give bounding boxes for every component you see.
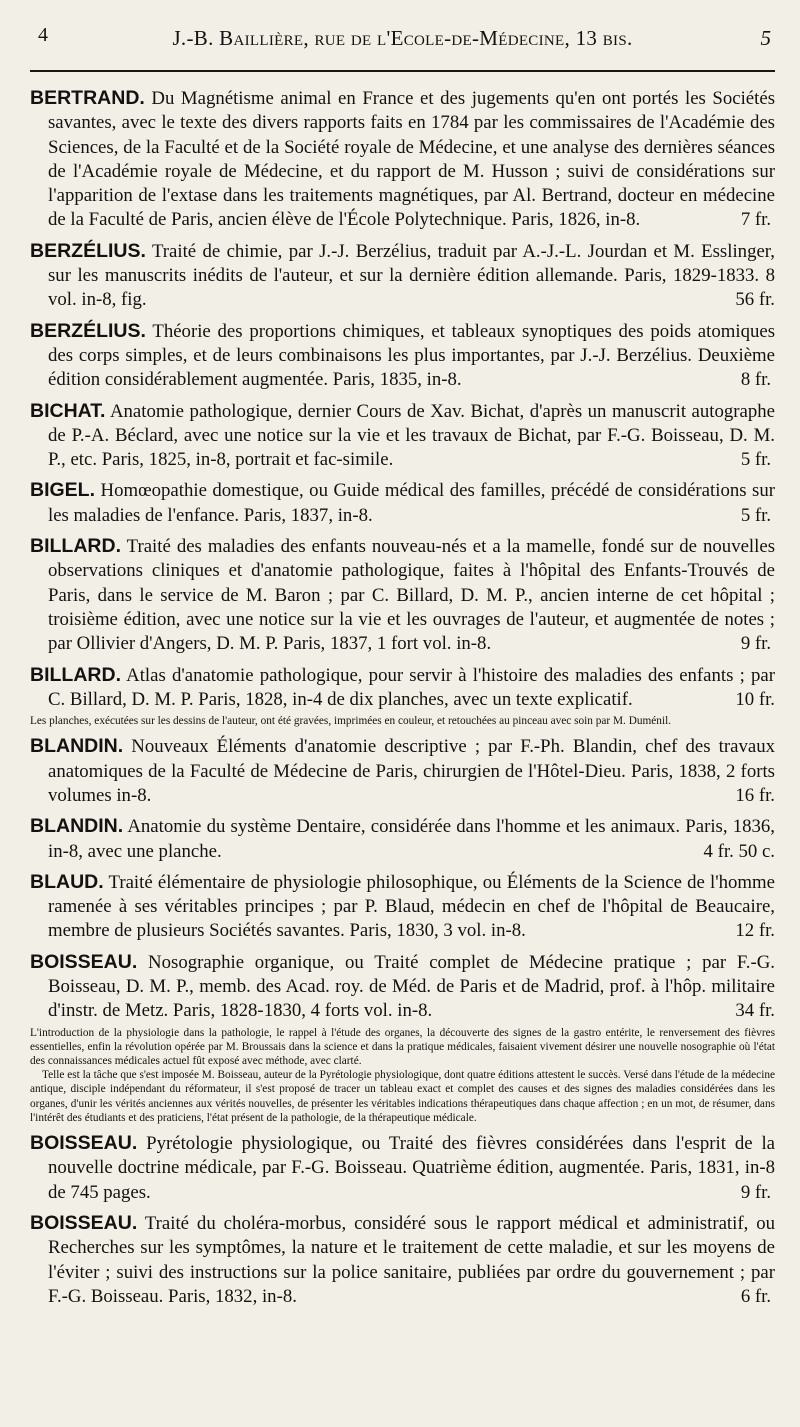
entry-description: Traité de chimie, par J.-J. Berzélius, traduit par A.-J.-L. Jourdan et M. Esslinger, sur les manuscrits inédits de l'auteur, et sur la dernière édition allemande. Paris, 1829-1833. 8 vol. in-8, fig. <box>48 240 775 311</box>
entry-description: Atlas d'anatomie pathologique, pour servir à l'histoire des maladies des enfants ; par C. Billard, D. M. P. Paris, 1828, in-4 de dix planches, avec un texte explicatif. <box>48 664 775 710</box>
entry-description: Homœopathie domestique, ou Guide médical des familles, précédé de considérations sur les maladies de l'enfance. Paris, 1837, in-8. <box>48 480 775 526</box>
entry-price: 7 fr. <box>740 209 772 231</box>
catalogue-page <box>30 0 775 1315</box>
catalogue-entry <box>30 399 775 473</box>
entry-body <box>30 814 775 864</box>
catalogue-entries <box>30 86 775 1309</box>
entry-price: 9 fr. <box>740 1181 772 1203</box>
catalogue-entry <box>30 239 775 313</box>
entry-note <box>30 714 775 728</box>
entry-author: BOISSEAU. <box>30 950 138 973</box>
entry-body <box>30 399 775 473</box>
entry-author: BLANDIN. <box>30 815 124 838</box>
entry-body <box>30 1211 775 1309</box>
entry-author: BOISSEAU. <box>30 1211 138 1234</box>
entry-price: 16 fr. <box>735 784 775 806</box>
catalogue-entry <box>30 534 775 656</box>
entry-price: 9 fr. <box>740 633 772 655</box>
catalogue-entry <box>30 814 775 864</box>
catalogue-entry <box>30 734 775 808</box>
catalogue-entry <box>30 663 775 729</box>
entry-body <box>30 239 775 313</box>
entry-author: BLANDIN. <box>30 735 124 758</box>
catalogue-entry <box>30 950 775 1125</box>
entry-body <box>30 534 775 656</box>
note-paragraph: Telle est la tâche que s'est imposée M. Boisseau, auteur de la Pyrétologie physiologique, dont quatre éditions attestent le succès. Versé dans l'étude de la médecine antique, disciple indépendant du réformateur, il s'est proposé de tracer un tableau exact et complet des causes et des signes des maladies considérées dans les organes, d'unir les vérités anciennes aux vérités nouvelles, de présenter les véritables indications thérapeutiques dans chaque affection ; en un mot, de résumer, dans l'intérêt des étudiants et des praticiens, l'état présent de la pathologie, de la thérapeutique médicale. <box>30 1069 775 1124</box>
running-header <box>30 20 775 72</box>
note-paragraph: Les planches, exécutées sur les dessins de l'auteur, ont été gravées, imprimées en couleur, et retouchées au pinceau avec soin par M. Duménil. <box>30 715 672 728</box>
entry-price: 8 fr. <box>740 369 772 391</box>
entry-body <box>30 86 775 233</box>
entry-author: BOISSEAU. <box>30 1132 138 1155</box>
entry-body <box>30 319 775 393</box>
entry-description: Nosographie organique, ou Traité complet de Médecine pratique ; par F.-G. Boisseau, D. M. P., memb. des Acad. roy. de Méd. de Paris et de Madrid, prof. à l'hôp. militaire d'instr. de Metz. Paris, 1828-1830, 4 forts vol. in-8. <box>48 951 775 1022</box>
entry-body <box>30 734 775 808</box>
entry-author: BERZÉLIUS. <box>30 319 146 342</box>
entry-price: 34 fr. <box>735 1000 775 1022</box>
entry-price: 5 fr. <box>740 449 772 471</box>
entry-author: BILLARD. <box>30 535 121 558</box>
entry-description: Du Magnétisme animal en France et des jugements qu'en ont portés les Sociétés savantes, avec le texte des divers rapports faits en 1784 par les commissaires de l'Académie des Sciences, de la Faculté et de la Société royale de Médecine, et une analyse des dernières séances de l'Académie royale de Médecine, et du rapport de M. Husson ; suivi de considérations sur l'apparition de l'extase dans les traitements magnétiques, par Al. Bertrand, docteur en médecine de la Faculté de Paris, ancien élève de l'École Polytechnique. Paris, 1826, in-8. <box>48 88 775 231</box>
entry-description: Traité des maladies des enfants nouveau-nés et a la mamelle, fondé sur de nouvelles observations cliniques et d'anatomie pathologique, faites à l'hôpital des Enfants-Trouvés de Paris, dans le service de M. Baron ; par C. Billard, D. M. P., ancien interne de cet hôpital ; troisième édition, avec une notice sur la vie et les ouvrages de l'auteur, et augmentée de notes ; par Ollivier d'Angers, D. M. P. Paris, 1837, 1 fort vol. in-8. <box>48 536 775 655</box>
page-number: 5 <box>760 26 771 50</box>
entry-price: 10 fr. <box>735 688 775 710</box>
entry-price: 4 fr. 50 c. <box>703 840 775 862</box>
entry-description: Anatomie pathologique, dernier Cours de Xav. Bichat, d'après un manuscrit autographe de P.-A. Béclard, avec une notice sur la vie et les travaux de Bichat, par F.-G. Boisseau, D. M. P., etc. Paris, 1825, in-8, portrait et fac-simile. <box>48 400 775 471</box>
entry-author: BILLARD. <box>30 663 121 686</box>
note-paragraph: L'introduction de la physiologie dans la pathologie, le rappel à l'étude des organes, la découverte des signes de la gastro entérite, le renversement des fièvres essentielles, enfin la révolution opérée par M. Broussais dans la science et dans la pratique médicales, faisaient vivement désirer une nouvelle nosographie où l'état des connaissances médicales actuel fût exposé avec méthode, avec clarté. <box>30 1026 775 1067</box>
entry-description: Pyrétologie physiologique, ou Traité des fièvres considérées dans l'esprit de la nouvelle doctrine médicale, par F.-G. Boisseau. Quatrième édition, augmentée. Paris, 1831, in-8 de 745 pages. <box>48 1133 775 1203</box>
entry-author: BICHAT. <box>30 399 106 422</box>
entry-description: Théorie des proportions chimiques, et tableaux synoptiques des poids atomiques des corps simples, et de leurs combinaisons les plus importantes, par J.-J. Berzélius. Deuxième édition considérablement augmentée. Paris, 1835, in-8. <box>48 320 775 391</box>
entry-body <box>30 1131 775 1205</box>
catalogue-entry <box>30 1211 775 1309</box>
entry-description: Traité élémentaire de physiologie philosophique, ou Éléments de la Science de l'homme ramenée à ses véritables principes ; par P. Blaud, médecin en chef de l'hôpital de Beaucaire, membre de plusieurs Sociétés savantes. Paris, 1830, 3 vol. in-8. <box>48 871 775 942</box>
entry-author: BLAUD. <box>30 870 104 893</box>
entry-body <box>30 870 775 944</box>
entry-price: 6 fr. <box>740 1285 772 1307</box>
catalogue-entry <box>30 870 775 944</box>
entry-body <box>30 478 775 528</box>
entry-note <box>30 1026 775 1125</box>
signature-mark: 4 <box>38 24 48 46</box>
entry-author: BERTRAND. <box>30 87 145 109</box>
entry-description: Traité du choléra-morbus, considéré sous le rapport médical et administratif, ou Recherches sur les symptômes, la nature et le traitement de cette maladie, et sur les moyens de l'éviter ; suivi des instructions sur la police sanitaire, publiées par ordre du gouvernement ; par F.-G. Boisseau. Paris, 1832, in-8. <box>48 1212 775 1307</box>
entry-price: 5 fr. <box>740 504 772 526</box>
catalogue-entry <box>30 319 775 393</box>
entry-author: BIGEL. <box>30 479 96 502</box>
entry-body <box>30 950 775 1024</box>
entry-author: BERZÉLIUS. <box>30 239 146 262</box>
catalogue-entry <box>30 1131 775 1205</box>
catalogue-entry <box>30 478 775 528</box>
catalogue-entry <box>30 86 775 233</box>
entry-description: Nouveaux Éléments d'anatomie descriptive ; par F.-Ph. Blandin, chef des travaux anatomiques de la Faculté de Médecine de Paris, chirurgien de l'Hôtel-Dieu. Paris, 1838, 2 forts volumes in-8. <box>48 736 775 806</box>
entry-description: Anatomie du système Dentaire, considérée dans l'homme et les animaux. Paris, 1836, in-8, avec une planche. <box>48 816 775 862</box>
entry-price: 12 fr. <box>735 920 775 942</box>
entry-body <box>30 663 775 713</box>
entry-price: 56 fr. <box>735 289 775 311</box>
publisher-line: J.-B. Baillière, rue de l'Ecole-de-Médecine, 13 bis. <box>172 26 633 50</box>
